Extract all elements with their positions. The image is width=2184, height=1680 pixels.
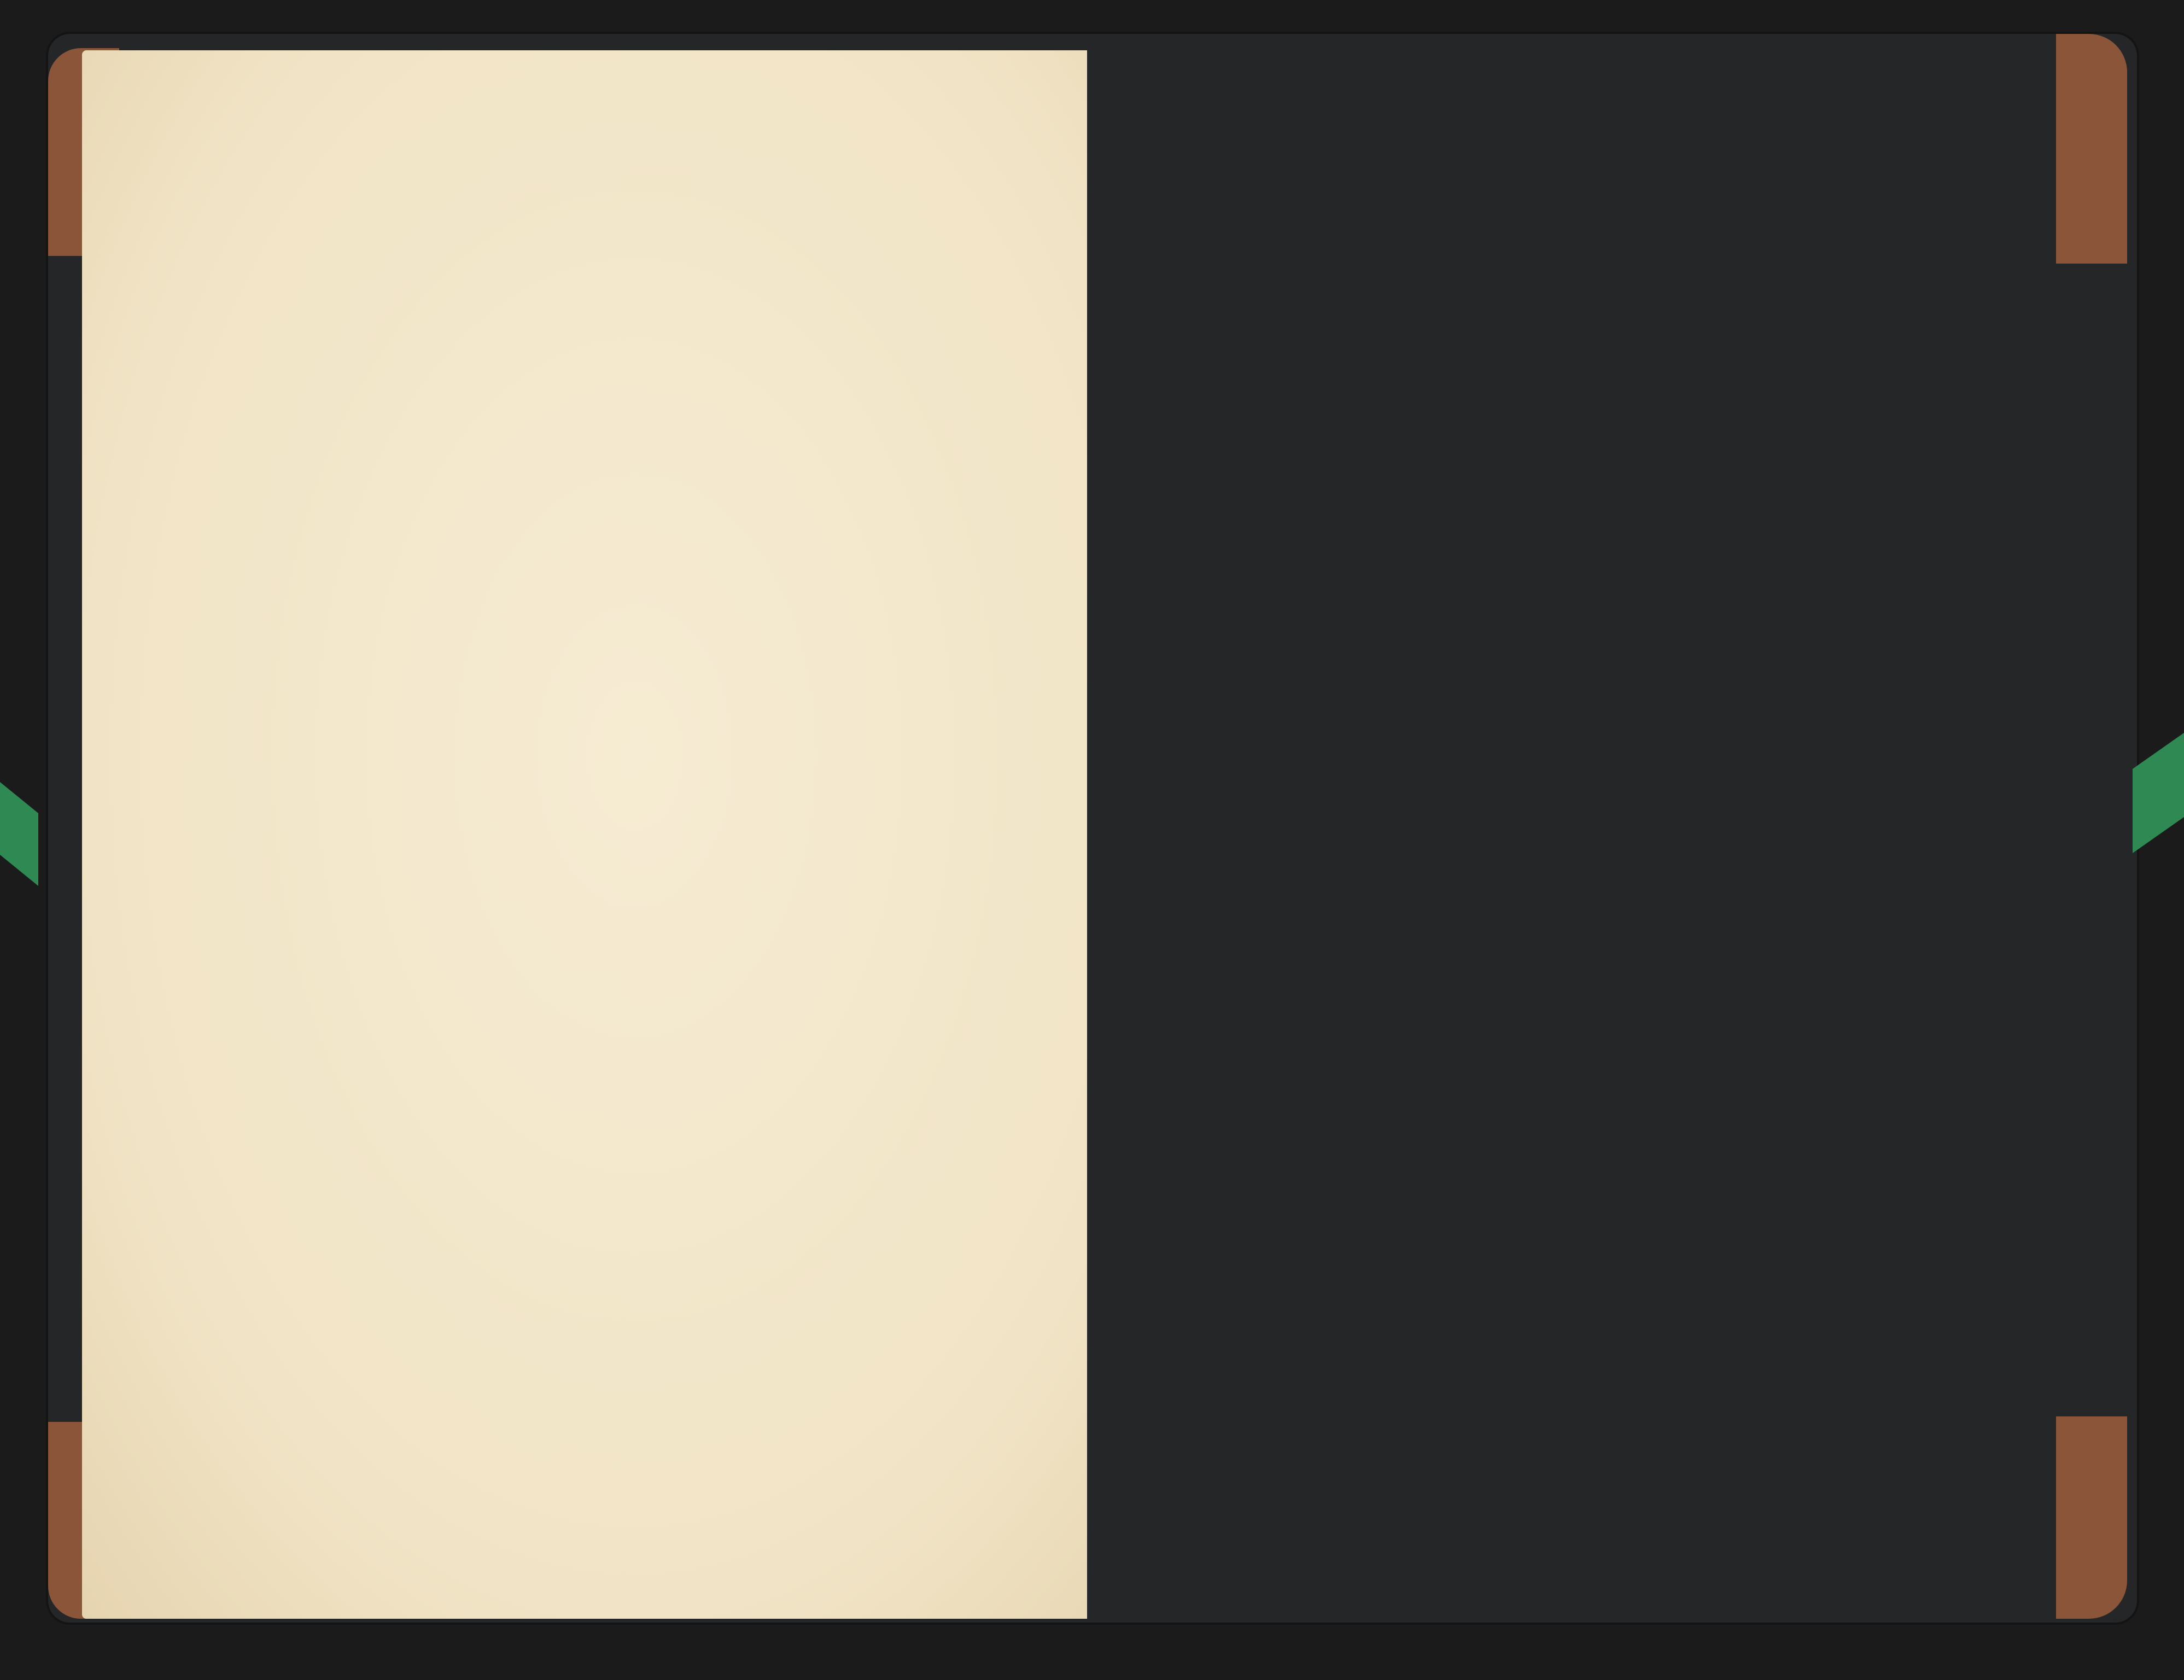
- leather-corner-top-right: [2056, 34, 2127, 264]
- leather-corner-bottom-right: [2056, 1416, 2127, 1619]
- color-tab-right: [2133, 733, 2184, 853]
- left-page: [82, 50, 1087, 1619]
- color-tab-left: [0, 782, 38, 886]
